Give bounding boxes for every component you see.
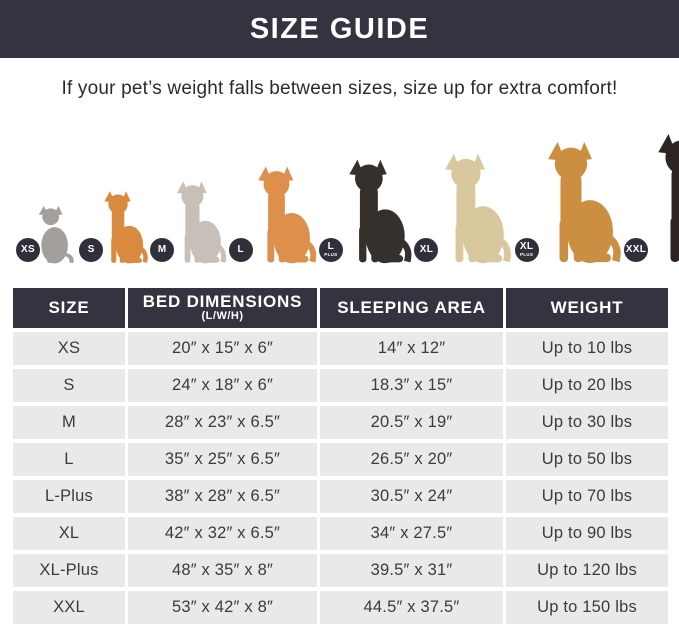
- column-header-weight: [506, 288, 668, 328]
- size-badge-xl-plus: [515, 238, 539, 262]
- pet-xl-plus: [515, 140, 624, 264]
- column-header-sublabel: (L/W/H): [201, 310, 244, 323]
- golden-retriever-dog-icon: [529, 140, 624, 264]
- size-badge-label: S: [87, 243, 95, 255]
- size-guide-header: [0, 0, 679, 58]
- cell-bed-dimensions: 42″ x 32″ x 6.5″: [128, 517, 317, 550]
- column-header-label: BED DIMENSIONS: [142, 292, 303, 312]
- column-header-size: [13, 288, 125, 328]
- size-badge-label: XL: [519, 241, 534, 253]
- size-badge-label: L: [237, 243, 244, 255]
- cell-bed-dimensions: 48″ x 35″ x 8″: [128, 554, 317, 587]
- cell-weight: Up to 50 lbs: [506, 443, 668, 476]
- size-badge-label: XXL: [625, 243, 647, 255]
- size-badge-label: XL: [419, 243, 434, 255]
- size-badge-l-plus: [319, 238, 343, 262]
- cell-weight: Up to 30 lbs: [506, 406, 668, 439]
- shiba-inu-dog-icon: [243, 165, 319, 264]
- sizing-advice-text: If your pet’s weight falls between sizes, size up for extra comfort!: [61, 78, 618, 99]
- cell-weight: Up to 70 lbs: [506, 480, 668, 513]
- cell-sleeping-area: 30.5″ x 24″: [320, 480, 503, 513]
- cell-bed-dimensions: 53″ x 42″ x 8″: [128, 591, 317, 624]
- cell-size: XXL: [13, 591, 125, 624]
- size-badge-xxl: [624, 238, 648, 262]
- pet-size-illustrations: [16, 122, 663, 264]
- cell-sleeping-area: 39.5″ x 31″: [320, 554, 503, 587]
- cell-bed-dimensions: 38″ x 28″ x 6.5″: [128, 480, 317, 513]
- cell-sleeping-area: 34″ x 27.5″: [320, 517, 503, 550]
- cell-weight: Up to 10 lbs: [506, 332, 668, 365]
- size-badge-sublabel: PLUS: [324, 252, 338, 258]
- border-collie-dog-icon: [333, 158, 415, 264]
- size-badge-m: [150, 238, 174, 262]
- cell-sleeping-area: 18.3″ x 15″: [320, 369, 503, 402]
- cell-bed-dimensions: 24″ x 18″ x 6″: [128, 369, 317, 402]
- pet-xs: [16, 200, 79, 264]
- size-badge-label: XS: [21, 243, 35, 255]
- column-header-bed-dimensions: [128, 288, 317, 328]
- page-title: SIZE GUIDE: [249, 12, 430, 45]
- size-table: [13, 288, 668, 624]
- pet-l-plus: [319, 158, 415, 264]
- cell-size: M: [13, 406, 125, 439]
- column-header-label: SIZE: [48, 298, 90, 318]
- pet-xl: [414, 152, 514, 264]
- pet-xxl: [624, 132, 679, 264]
- cell-bed-dimensions: 28″ x 23″ x 6.5″: [128, 406, 317, 439]
- size-badge-sublabel: PLUS: [519, 252, 534, 258]
- cell-sleeping-area: 20.5″ x 19″: [320, 406, 503, 439]
- column-header-label: SLEEPING AREA: [337, 298, 486, 318]
- cell-weight: Up to 90 lbs: [506, 517, 668, 550]
- size-badge-l: [229, 238, 253, 262]
- cell-sleeping-area: 44.5″ x 37.5″: [320, 591, 503, 624]
- column-header-sleeping-area: [320, 288, 503, 328]
- cell-weight: Up to 120 lbs: [506, 554, 668, 587]
- size-badge-label: M: [157, 243, 167, 255]
- pet-s: [79, 190, 150, 264]
- cell-sleeping-area: 26.5″ x 20″: [320, 443, 503, 476]
- size-badge-label: L: [327, 241, 335, 253]
- cell-bed-dimensions: 35″ x 25″ x 6.5″: [128, 443, 317, 476]
- column-header-label: WEIGHT: [550, 298, 624, 318]
- cell-weight: Up to 20 lbs: [506, 369, 668, 402]
- size-badge-xs: [16, 238, 40, 262]
- pet-l: [229, 165, 319, 264]
- cell-size: S: [13, 369, 125, 402]
- cell-sleeping-area: 14″ x 12″: [320, 332, 503, 365]
- pet-m: [150, 180, 229, 264]
- cell-size: XL: [13, 517, 125, 550]
- cell-weight: Up to 150 lbs: [506, 591, 668, 624]
- cell-size: L-Plus: [13, 480, 125, 513]
- cell-size: L: [13, 443, 125, 476]
- cell-bed-dimensions: 20″ x 15″ x 6″: [128, 332, 317, 365]
- labrador-dog-icon: [428, 152, 514, 264]
- cell-size: XS: [13, 332, 125, 365]
- cell-size: XL-Plus: [13, 554, 125, 587]
